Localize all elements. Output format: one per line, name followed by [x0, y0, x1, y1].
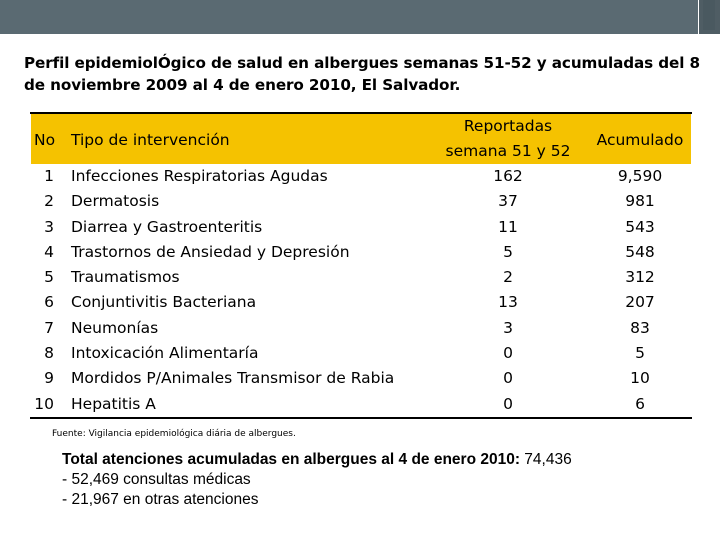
cell-no: 8	[44, 344, 54, 363]
cell-reportadas: 13	[498, 293, 518, 312]
source-note: Fuente: Vigilancia epidemiológica diária de albergues.	[52, 429, 296, 439]
cell-reportadas: 0	[503, 369, 513, 388]
table-row	[30, 240, 692, 265]
table-row	[30, 366, 692, 391]
summary-consultas-line: - 52,469 consultas médicas	[62, 471, 251, 488]
table-row	[30, 265, 692, 290]
cell-tipo: Trastornos de Ansiedad y Depresión	[71, 242, 350, 261]
cell-tipo: Diarrea y Gastroenteritis	[71, 217, 263, 236]
cell-no: 5	[44, 268, 54, 287]
cell-tipo: Intoxicación Alimentaría	[71, 344, 259, 363]
slide-top-bar	[0, 0, 698, 34]
summary-total-line	[62, 450, 572, 470]
cell-acumulado: 5	[635, 344, 645, 363]
slide-top-bar-divider	[698, 0, 699, 34]
cell-tipo: Dermatosis	[71, 192, 160, 211]
cell-no: 7	[44, 318, 54, 337]
cell-acumulado: 543	[625, 217, 655, 236]
cell-reportadas: 11	[498, 217, 518, 236]
table-row	[30, 189, 692, 214]
table-row	[30, 341, 692, 366]
cell-acumulado: 6	[635, 394, 645, 413]
cell-no: 9	[44, 369, 54, 388]
column-header-acumulado: Acumulado	[596, 131, 684, 149]
cell-tipo: Mordidos P/Animales Transmisor de Rabia	[71, 369, 395, 388]
cell-reportadas: 162	[493, 167, 523, 185]
column-header-reportadas-line1: Reportadas	[463, 117, 553, 135]
summary-total-label: Total atenciones acumuladas en albergues al 4 de enero 2010:	[62, 451, 520, 468]
summary-otras-line: - 21,967 en otras atenciones	[62, 491, 259, 508]
cell-acumulado: 981	[625, 192, 655, 211]
cell-acumulado: 548	[625, 242, 655, 261]
summary-total-value: 74,436	[520, 451, 572, 468]
table-body	[30, 164, 692, 417]
table-row	[30, 215, 692, 240]
column-header-reportadas-line2: semana 51 y 52	[445, 142, 571, 160]
cell-tipo: Conjuntivitis Bacteriana	[71, 293, 257, 312]
table-row	[30, 316, 692, 341]
cell-reportadas: 2	[503, 268, 513, 287]
cell-tipo: Neumonías	[71, 318, 159, 337]
cell-reportadas: 3	[503, 318, 513, 337]
column-header-tipo: Tipo de intervención	[71, 131, 230, 149]
cell-no: 2	[44, 192, 54, 211]
cell-tipo: Traumatismos	[71, 268, 180, 287]
slide-corner-mark	[703, 0, 715, 30]
cell-tipo: Infecciones Respiratorias Agudas	[71, 167, 328, 185]
table-row	[30, 164, 692, 189]
cell-acumulado: 9,590	[617, 167, 663, 185]
cell-reportadas: 0	[503, 344, 513, 363]
cell-no: 10	[34, 394, 54, 413]
cell-reportadas: 5	[503, 242, 513, 261]
cell-acumulado: 207	[625, 293, 655, 312]
cell-acumulado: 10	[630, 369, 650, 388]
cell-reportadas: 0	[503, 394, 513, 413]
table-row	[30, 290, 692, 315]
cell-tipo: Hepatitis A	[71, 394, 156, 413]
cell-no: 3	[44, 217, 54, 236]
cell-no: 4	[44, 242, 54, 261]
column-header-reportadas	[428, 114, 588, 164]
table-bottom-rule	[30, 417, 692, 419]
cell-acumulado: 312	[625, 268, 655, 287]
table-row	[30, 392, 692, 417]
cell-acumulado: 83	[630, 318, 650, 337]
cell-reportadas: 37	[498, 192, 518, 211]
page-title: Perfil epidemiolÓgico de salud en albergues semanas 51-52 y acumuladas del 8 de noviembre 2009 al 4 de enero 2010, El Salvador.	[24, 54, 701, 94]
column-header-no: No	[34, 131, 56, 149]
cell-no: 6	[44, 293, 54, 312]
summary-block	[62, 450, 572, 510]
cell-no: 1	[44, 167, 54, 185]
